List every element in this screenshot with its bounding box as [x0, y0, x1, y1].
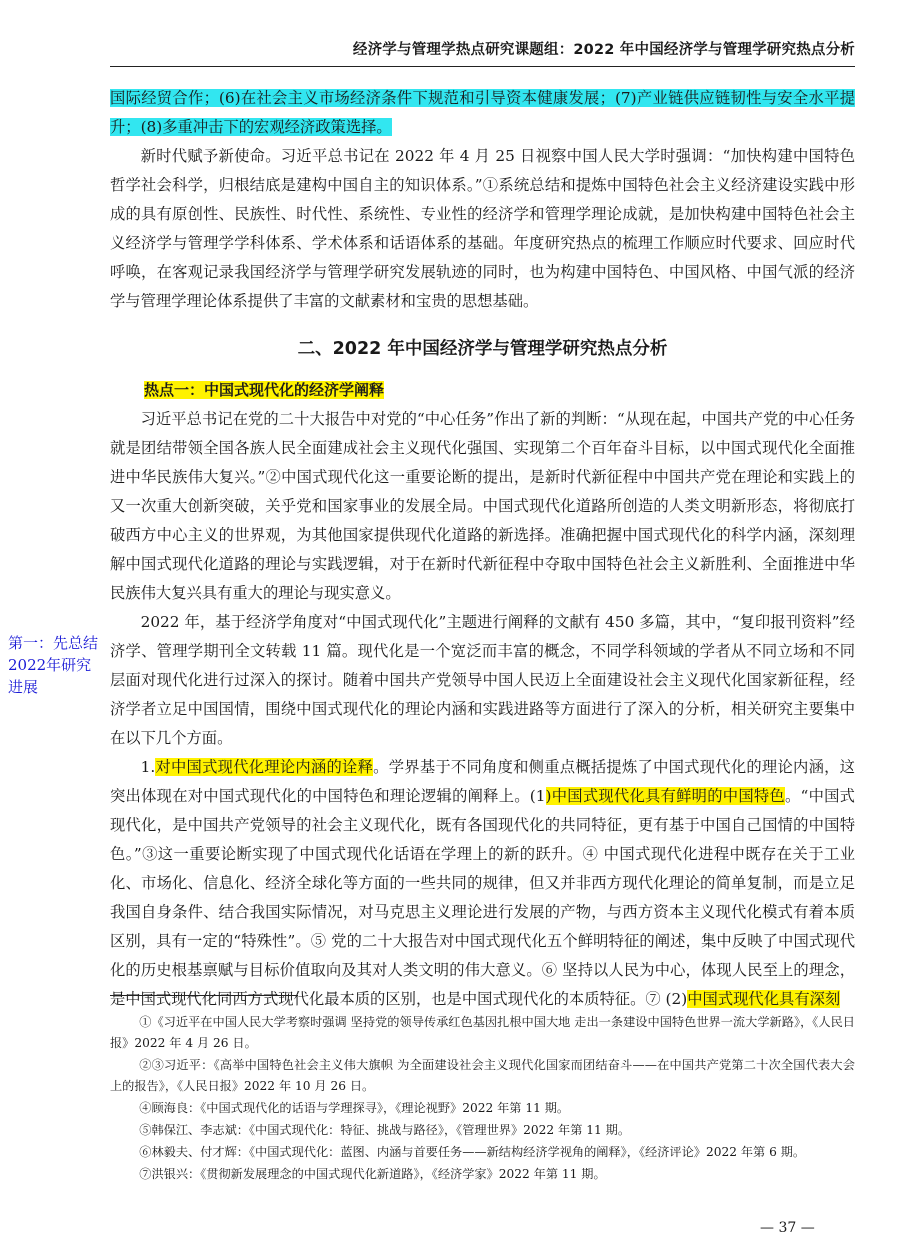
cyan-highlight: 国际经贸合作；(6)在社会主义市场经济条件下规范和引导资本健康发展；(7)产业链供应链韧性与安全水平提升；(8)多重冲击下的宏观经济政策选择。	[110, 89, 855, 136]
section-paragraph-3	[110, 753, 855, 1014]
running-header: 经济学与管理学热点研究课题组：2022 年中国经济学与管理学研究热点分析	[352, 42, 855, 58]
yellow-highlight-2: )中国式现代化具有鲜明的中国特色	[545, 787, 785, 805]
paragraph-text-a: 。学界基于不同角度和侧重点概括提炼了中国式现代化的理论内涵，这突出体现在对中国式现代化的中国特色和理论逻辑的阐释上。(1	[110, 758, 855, 805]
section-paragraph-1: 习近平总书记在党的二十大报告中对党的“中心任务”作出了新的判断：“从现在起，中国共产党的中心任务就是团结带领全国各族人民全面建成社会主义现代化强国、实现第二个百年奋斗目标，以中国式现代化全面推进中华民族伟大复兴。”②中国式现代化这一重要论断的提出，是新时代新征程中中国共产党在理论和实践上的又一次重大创新突破，关乎党和国家事业的发展全局。中国式现代化道路所创造的人类文明新形态，将彻底打破西方中心主义的世界观，为其他国家提供现代化道路的新选择。准确把握中国式现代化的科学内涵，深刻理解中国式现代化道路的理论与实践逻辑，对于在新时代新征程中夺取中国特色社会主义新胜利、全面推进中华民族伟大复兴具有重大的理论与现实意义。	[110, 410, 855, 602]
footnote-rule	[110, 995, 298, 996]
intro-paragraph: 新时代赋予新使命。习近平总书记在 2022 年 4 月 25 日视察中国人民大学时强调：“加快构建中国特色哲学社会科学，归根结底是建构中国自主的知识体系。”①系统总结和提炼中国特色社会主义经济建设实践中形成的具有原创性、民族性、时代性、系统性、专业性的经济学和管理学理论成就，是加快构建中国特色社会主义经济学与管理学学科体系、学术体系和话语体系的基础。年度研究热点的梳理工作顺应时代要求、回应时代呼唤，在客观记录我国经济学与管理学研究发展轨迹的同时，也为构建中国特色、中国风格、中国气派的经济学与管理学理论体系提供了丰富的文献素材和宝贵的思想基础。	[110, 147, 855, 310]
section-title: 二、2022 年中国经济学与管理学研究热点分析	[297, 339, 668, 359]
yellow-highlight-1: 对中国式现代化理论内涵的诠释	[155, 758, 374, 776]
footnote: ④顾海良：《中国式现代化的话语与学理探寻》，《理论视野》2022 年第 11 期。	[139, 1101, 570, 1115]
section-paragraph-2: 2022 年，基于经济学角度对“中国式现代化”主题进行阐释的文献有 450 多篇，其中，“复印报刊资料”经济学、管理学期刊全文转载 11 篇。现代化是一个宽泛而丰富的概念，不同学科领域的学者从不同立场和不同层面对现代化进行过深入的探讨。随着中国共产党领导中国人民迈上全面建设社会主义现代化国家新征程，经济学者立足中国国情，围绕中国式现代化的理论内涵和实践进路等方面进行了深入的分析，相关研究主要集中在以下几个方面。	[110, 613, 855, 747]
header-rule	[110, 66, 855, 67]
footnote: ⑤韩保江、李志斌：《中国式现代化：特征、挑战与路径》，《管理世界》2022 年第 11 期。	[139, 1123, 631, 1137]
footnote: ②③习近平：《高举中国特色社会主义伟大旗帜 为全面建设社会主义现代化国家而团结奋斗——在中国共产党第二十次全国代表大会上的报告》，《人民日报》2022 年 10 月 26 日。	[110, 1058, 855, 1093]
item-number: 1.	[140, 758, 156, 776]
margin-annotation: 第一：先总结2022年研究进展	[8, 634, 99, 696]
footnote: ⑦洪银兴：《贯彻新发展理念的中国式现代化新道路》，《经济学家》2022 年第 11 期。	[139, 1167, 606, 1181]
yellow-highlight-3: 中国式现代化具有深刻	[687, 990, 841, 1008]
hotspot-title-highlight: 热点一：中国式现代化的经济学阐释	[144, 381, 385, 399]
page-number: — 37 —	[760, 1220, 815, 1236]
main-content	[110, 84, 855, 1014]
hotspot-title	[110, 376, 855, 405]
intro-highlight-line	[110, 84, 855, 142]
paragraph-text-b: 。“中国式现代化，是中国共产党领导的社会主义现代化，既有各国现代化的共同特征，更有基于中国自己国情的中国特色。”③这一重要论断实现了中国式现代化话语在学理上的新的跃升。④ 中国式现代化进程中既存在关于工业化、市场化、信息化、经济全球化等方面的一些共同的规律，但又并非西方现代化理论的简单复制，而是立足我国自身条件、结合我国实际情况，对马克思主义理论进行发展的产物，与西方资本主义现代化模式有着本质区别，具有一定的“特殊性”。⑤ 党的二十大报告对中国式现代化五个鲜明特征的阐述，集中反映了中国式现代化的历史根基禀赋与目标价值取向及其对人类文明的伟大意义。⑥ 坚持以人民为中心，体现人民至上的理念，是中国式现代化同西方式现代化最本质的区别，也是中国式现代化的本质特征。⑦ (2)	[110, 787, 855, 1008]
footnote: ⑥林毅夫、付才辉：《中国式现代化：蓝图、内涵与首要任务——新结构经济学视角的阐释》，《经济评论》2022 年第 6 期。	[139, 1145, 806, 1159]
footnote: ①《习近平在中国人民大学考察时强调 坚持党的领导传承红色基因扎根中国大地 走出一条建设中国特色世界一流大学新路》，《人民日报》2022 年 4 月 26 日。	[110, 1015, 855, 1050]
footnotes	[110, 1012, 855, 1186]
